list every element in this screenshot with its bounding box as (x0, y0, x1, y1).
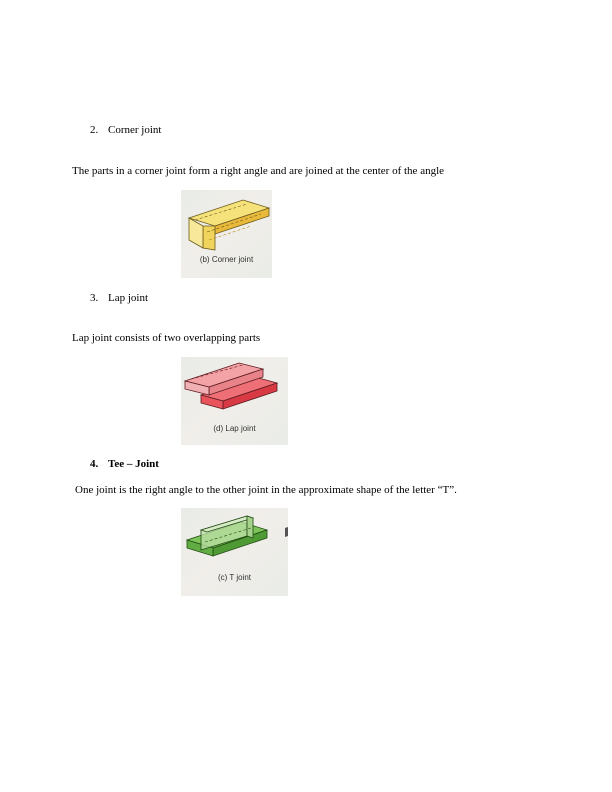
corner-joint-figure (181, 190, 272, 278)
lap-joint-number: 3. (90, 292, 99, 304)
tee-joint-figure (181, 508, 288, 596)
tee-joint-illustration (181, 508, 288, 596)
corner-joint-number: 2. (90, 124, 99, 136)
tee-joint-number: 4. (90, 458, 99, 470)
corner-joint-caption: (b) Corner joint (199, 255, 254, 264)
corner-joint-illustration (181, 190, 272, 278)
tee-joint-caption: (c) T joint (217, 573, 252, 582)
lap-joint-caption: (d) Lap joint (213, 424, 256, 433)
corner-joint-title: Corner joint (108, 124, 162, 136)
lap-joint-title: Lap joint (108, 292, 149, 304)
tee-joint-description: One joint is the right angle to the other joint in the approximate shape of the letter “T”. (75, 484, 457, 496)
tee-joint-title: Tee – Joint (108, 458, 159, 470)
corner-joint-description: The parts in a corner joint form a right angle and are joined at the center of the angle (72, 165, 445, 177)
lap-joint-description: Lap joint consists of two overlapping parts (72, 332, 261, 344)
lap-joint-figure (181, 357, 288, 445)
